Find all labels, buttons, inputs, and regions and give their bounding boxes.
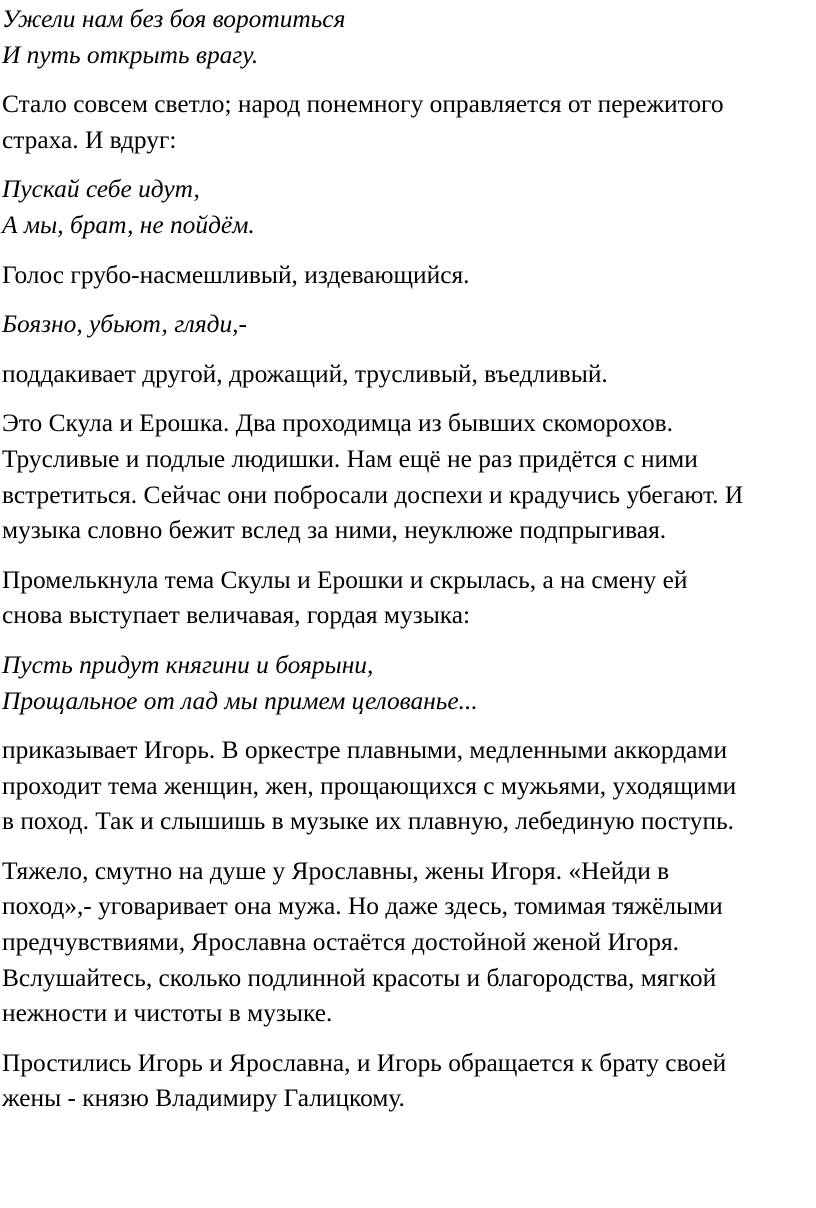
paragraph-line: Это Скула и Ерошка. Два проходимца из бывших скоморохов. bbox=[2, 409, 673, 438]
paragraph-line: Тяжело, смутно на душе у Ярославны, жены Игоря. «Нейди в bbox=[2, 856, 670, 885]
paragraph bbox=[2, 563, 816, 634]
paragraph bbox=[2, 406, 816, 548]
paragraph bbox=[2, 733, 816, 840]
paragraph-line: проходит тема женщин, жен, прощающихся с мужьями, уходящими bbox=[2, 771, 737, 800]
paragraph-line: поход»,- уговаривает она мужа. Но даже здесь, томимая тяжёлыми bbox=[2, 892, 723, 921]
paragraph bbox=[2, 854, 816, 1032]
paragraph-line: приказывает Игорь. В оркестре плавными, медленными аккордами bbox=[2, 736, 728, 765]
paragraph-line: снова выступает величавая, гордая музыка: bbox=[2, 601, 471, 630]
verse-block bbox=[2, 648, 816, 719]
paragraph-line: встретиться. Сейчас они побросали доспехи и крадучись убегают. И bbox=[2, 480, 744, 509]
verse-line: Боязно, убьют, гляди,- bbox=[2, 310, 247, 339]
paragraph-line: предчувствиями, Ярославна остаётся достойной женой Игоря. bbox=[2, 928, 680, 957]
paragraph bbox=[2, 87, 816, 158]
paragraph-line: жены - князю Владимиру Галицкому. bbox=[2, 1084, 405, 1113]
paragraph bbox=[2, 357, 816, 393]
paragraph-line: Трусливые и подлые людишки. Нам ещё не раз придётся с ними bbox=[2, 444, 698, 473]
paragraph-line: поддакивает другой, дрожащий, трусливый, въедливый. bbox=[2, 359, 608, 388]
verse-block bbox=[2, 172, 816, 243]
verse-block bbox=[2, 307, 816, 343]
paragraph-line: Стало совсем светло; народ понемногу оправляется от пережитого bbox=[2, 90, 724, 119]
paragraph-line: музыка словно бежит вслед за ними, неуклюже подпрыгивая. bbox=[2, 516, 667, 545]
verse-line: Пусть придут княгини и боярыни, bbox=[2, 650, 374, 679]
paragraph-line: нежности и чистоты в музыке. bbox=[2, 999, 333, 1028]
paragraph-line: Вслушайтесь, сколько подлинной красоты и благородства, мягкой bbox=[2, 963, 717, 992]
verse-line: Ужели нам без боя воротиться bbox=[2, 5, 346, 33]
paragraph-line: Простились Игорь и Ярославна, и Игорь обращается к брату своей bbox=[2, 1048, 727, 1077]
paragraph bbox=[2, 1046, 816, 1117]
verse-line: Прощальное от лад мы примем целованье... bbox=[2, 686, 478, 715]
verse-line: И путь открыть врагу. bbox=[2, 40, 259, 69]
paragraph-line: страха. И вдруг: bbox=[2, 125, 177, 154]
verse-line: А мы, брат, не пойдём. bbox=[2, 210, 255, 239]
verse-block bbox=[2, 2, 816, 73]
paragraph-line: Промелькнула тема Скулы и Ерошки и скрылась, а на смену ей bbox=[2, 565, 688, 594]
paragraph-line: в поход. Так и слышишь в музыке их плавную, лебединую поступь. bbox=[2, 807, 734, 836]
paragraph bbox=[2, 258, 816, 294]
verse-line: Пускай себе идут, bbox=[2, 175, 200, 204]
paragraph-line: Голос грубо-насмешливый, издевающийся. bbox=[2, 260, 470, 289]
